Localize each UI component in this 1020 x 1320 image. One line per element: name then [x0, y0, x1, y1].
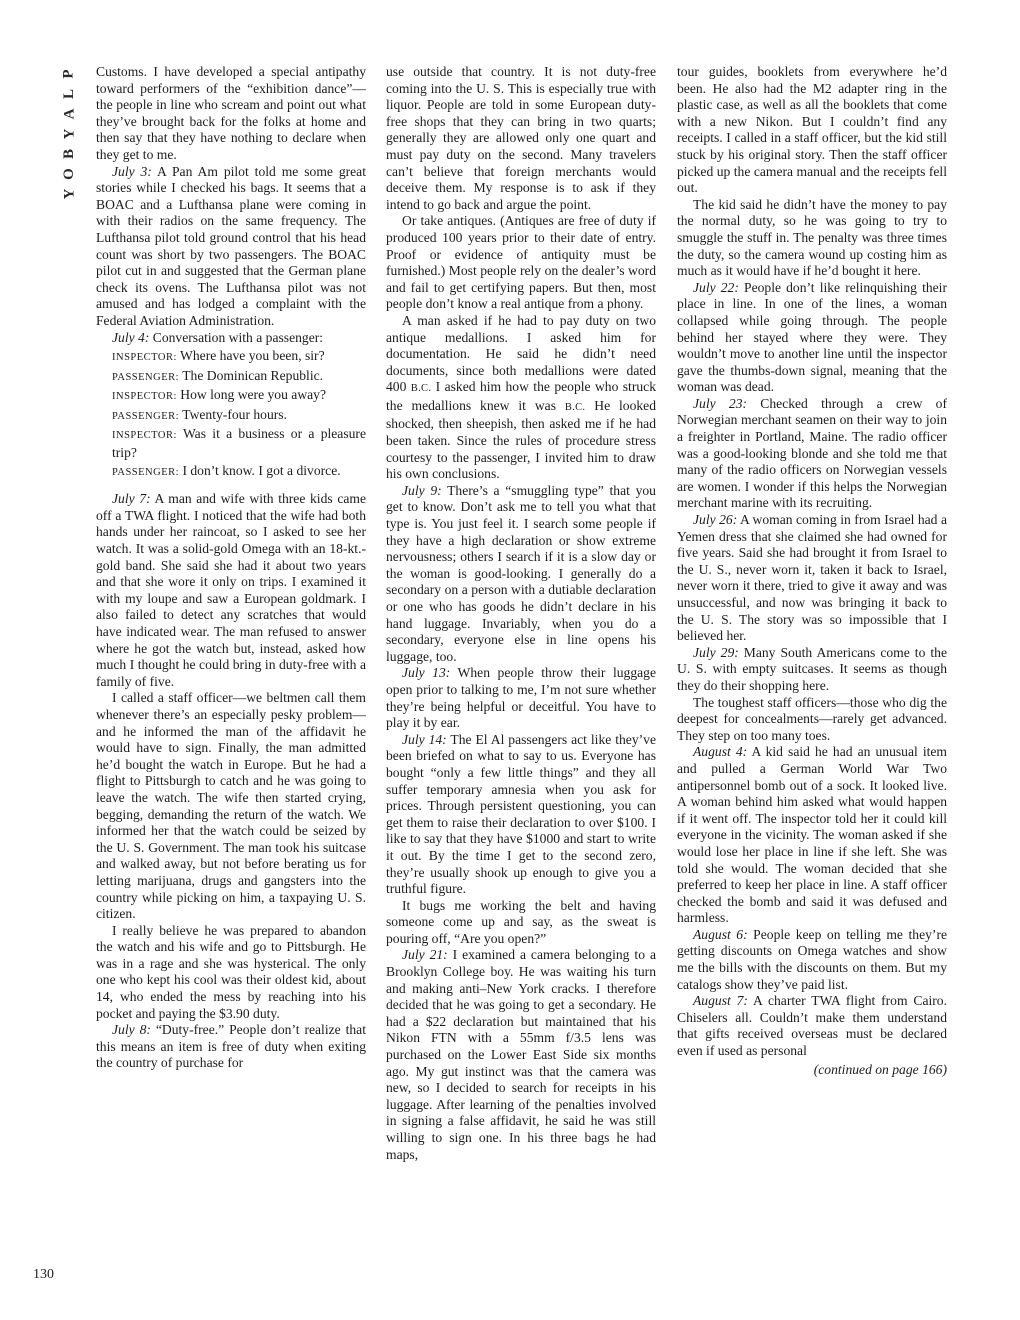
paragraph: [677, 927, 947, 993]
column-1: [96, 64, 366, 1072]
entry-date: July 9:: [402, 482, 442, 498]
dialogue-line: [96, 407, 366, 426]
dialogue: [96, 348, 366, 481]
entry-date: July 3:: [112, 163, 152, 179]
dialogue-line: [96, 463, 366, 482]
paragraph-text: A Pan Am pilot told me some great stories while I checked his bags. It seems that a BOAC and a Lufthansa plane were coming in with their radios on the same frequency. The Lufthansa pilot told ground control that his head count was short by two passengers. The BOAC pilot cut in and suggested that the German plane check its ovens. The Lufthansa pilot was not amused and has lodged a complaint with the Federal Aviation Administration.: [96, 163, 366, 328]
paragraph-text: Conversation with a passenger:: [149, 329, 324, 345]
entry-date: July 14:: [402, 731, 447, 747]
paragraph-text: A man asked if he had to pay duty on two antique medallions. I asked him for documentation. He said he didn’t need documents, since both medallions were dated 400: [386, 312, 656, 395]
entry-date: July 22:: [693, 279, 739, 295]
paragraph: The kid said he didn’t have the money to pay the normal duty, so he was going to try to smuggle the stuff in. The penalty was three times the duty, so the camera wound up costing him as much as it would have if he’d bought it here.: [677, 196, 947, 279]
speaker-label: INSPECTOR:: [112, 352, 177, 364]
paragraph: [677, 744, 947, 927]
column-2: [386, 64, 656, 1163]
page-number: 130: [33, 1267, 54, 1282]
entry-date: August 7:: [693, 993, 748, 1009]
paragraph: It bugs me working the belt and having someone come up and say, as the sweat is pouring off, “Are you open?”: [386, 897, 656, 946]
paragraph-text: Many South Americans come to the U. S. with empty suitcases. It seems as though they do their shopping here.: [677, 644, 947, 693]
paragraph-text: People keep on telling me they’re getting discounts on Omega watches and show me the bills with the discounts on them. But my catalogs show they’ve paid list.: [677, 926, 948, 992]
paragraph: I really believe he was prepared to abandon the watch and his wife and go to Pittsburgh. He was in a rage and she was hysterical. The only one who kept his cool was their oldest kid, about 14, who ended the mess by reaching into his pocket and paying the $3.90 duty.: [96, 922, 366, 1021]
paragraph: [96, 491, 366, 690]
dialogue-text: Where have you been, sir?: [176, 348, 325, 364]
paragraph: [386, 313, 656, 483]
masthead-letter: B: [60, 148, 77, 160]
paragraph: [386, 483, 656, 666]
entry-date: July 4:: [112, 329, 150, 345]
entry-date: July 26:: [693, 512, 738, 528]
paragraph-text: There’s a “smuggling type” that you get to know. Don’t ask me to tell you what that type is. You just feel it. I search some people if they have a high declaration or show extreme nervousness; others I search if it is a slow day or the woman is good-looking. I generally do a secondary on a person with a dutiable declaration or one who has goods he didn’t declare in his hand luggage. Invariably, when you do a secondary, everyone else in line opens his luggage, too.: [386, 482, 656, 664]
dialogue-text: Was it a business or a pleasure trip?: [112, 426, 366, 461]
paragraph-text: I examined a camera belonging to a Brooklyn College boy. He was waiting his turn and making anti–New York cracks. I therefore decided that he was going to get a secondary. He had a $22 declaration but maintained that his Nikon FTN with a 55mm f/3.5 lens was purchased on the Lower East Side six months ago. My gut instinct was that the camera was new, so I decided to search for receipts in his luggage. After learning of the penalties involved in signing a false affidavit, he said he was still willing to sign one. In his three bags he had maps,: [386, 947, 656, 1162]
paragraph: tour guides, booklets from everywhere he’d been. He also had the M2 adapter ring in the plastic case, as well as all the booklets that come with a new Nikon. But I couldn’t find any receipts. I called in a staff officer, but the kid still stuck by his original story. Then the staff officer picked up the camera manual and the receipts fell out.: [677, 64, 947, 196]
masthead-letter: A: [61, 108, 77, 120]
paragraph: [677, 280, 947, 396]
paragraph-text: A kid said he had an unusual item and pulled a German World War Two antipersonnel bomb out of a sock. It looked live. A woman behind him asked what would happen if it went off. The inspector told her it could kill everyone in the vicinity. The woman asked if she would lose her place in line if she left. She was told she would. The woman decided that she preferred to keep her place in line. A staff officer checked the bomb and said it was defused and harmless.: [677, 744, 947, 926]
dialogue-line: [96, 368, 366, 387]
paragraph: I called a staff officer—we beltmen call them whenever there’s an especially pesky problem—and he informed the man of the affidavit he would have to sign. Finally, the man admitted he’d bought the watch in Europe. But he had a flight to Pittsburgh to catch and he was going to leave the watch. The wife then started crying, begging, demanding the return of the watch. We informed her that the watch could be seized by the U. S. Government. The man took his suitcase and walked away, but not before berating us for letting marijuana, drugs and gangsters into the country while picking on him, a taxpaying U. S. citizen.: [96, 690, 366, 922]
paragraph-text: Checked through a crew of Norwegian merchant seamen on their way to join a freighter in Portland, Maine. The radio officer was a good-looking blonde and she told me that many of the radio officers on Norwegian vessels are women. I wonder if this helps the Norwegian merchant marine with its recruiting.: [677, 395, 947, 511]
dialogue-line: [96, 387, 366, 406]
paragraph: Customs. I have developed a special antipathy toward performers of the “exhibition dance”—the people in line who scream and point out what they’ve brought back for the folks at home and then say that they have nothing to declare when they get to me.: [96, 64, 366, 162]
dialogue-text: The Dominican Republic.: [179, 367, 324, 383]
paragraph-text: People don’t like relinquishing their place in line. In one of the lines, a woman collapsed while going through. The people behind her stayed where they were. They wouldn’t move to another line until the inspector gave the thumbs-down signal, meaning that the woman was dead.: [677, 279, 947, 395]
entry-date: July 21:: [402, 947, 448, 963]
speaker-label: INSPECTOR:: [112, 430, 177, 442]
paragraph-text: A woman coming in from Israel had a Yemen dress that she claimed she had owned for five years. Said she had brought it from Israel to the U. S., never worn it, taken it back to Israel, never worn it there, tried to give it away and was unsuccessful, and now was bringing it back to the U. S. The story was so impossible that I believed her.: [677, 512, 947, 644]
paragraph: [386, 947, 656, 1163]
entry-date: July 7:: [112, 491, 151, 507]
paragraph-text: A man and wife with three kids came off a TWA flight. I noticed that the wife had both hands under her raincoat, so I asked to see her watch. It was a solid-gold Omega with an 18-kt.-gold band. She said she had it about two years and that she wore it only on trips. I examined it with my loupe and saw a European goldmark. I also failed to detect any scratches that would have indicated wear. The man refused to answer where he got the watch but, instead, asked how much I thought he could bring in duty-free with a family of five.: [96, 491, 366, 689]
dialogue-line: [96, 348, 366, 367]
column-3: [677, 64, 947, 1078]
continued-note: (continued on page 166): [813, 1061, 947, 1077]
paragraph: [677, 993, 947, 1059]
spacer: [96, 483, 366, 491]
dialogue-text: How long were you away?: [176, 387, 327, 403]
paragraph-text: When people throw their luggage open prior to talking to me, I’m not sure whether they’re being helpful or deceitful. You have to play it by ear.: [386, 665, 656, 731]
masthead-letter: Y: [61, 188, 77, 200]
paragraph-text: A charter TWA flight from Cairo. Chiselers all. Couldn’t make them understand that gifts received overseas must be declared even if used as personal: [677, 993, 947, 1059]
paragraph: [386, 732, 656, 898]
speaker-label: PASSENGER:: [112, 371, 180, 383]
entry-date: August 4:: [693, 744, 748, 760]
paragraph: [677, 396, 947, 512]
masthead-letter: Y: [61, 128, 77, 140]
entry-date: August 6:: [693, 926, 748, 942]
entry-date: July 8:: [112, 1022, 151, 1038]
paragraph: [386, 665, 656, 731]
era-abbrev: B.C.: [410, 383, 432, 395]
era-abbrev: B.C.: [564, 401, 586, 413]
speaker-label: PASSENGER:: [112, 466, 180, 478]
paragraph: Or take antiques. (Antiques are free of duty if produced 100 years prior to their date of entry. Proof or evidence of antiquity must be furnished.) Most people rely on the dealer’s word and fail to get certifying papers. But then, most people don’t know a real antique from a phony.: [386, 213, 656, 312]
dialogue-text: Twenty-four hours.: [179, 406, 287, 422]
paragraph-text: He looked shocked, then sheepish, then asked me if he had been taken. Since the rules of procedure stress courtesy to the passenger, I invited him to draw his own conclusions.: [386, 397, 657, 482]
masthead-letter: O: [60, 168, 77, 180]
paragraph-text: The El Al passengers act like they’ve been briefed on what to say to us. Everyone has bought “only a few little things” and they all suffer temporary amnesia when you ask for prices. Through persistent questioning, you can get them to raise their declaration to over $100. I like to say that they have $1000 and start to write it out. By the time I get to the second zero, they’re usually shook up enough to give you a truthful figure.: [386, 731, 656, 897]
masthead-letter: P: [60, 69, 77, 79]
paragraph: [677, 645, 947, 695]
paragraph: [677, 512, 947, 645]
speaker-label: INSPECTOR:: [112, 391, 177, 403]
entry-date: July 29:: [693, 644, 739, 660]
speaker-label: PASSENGER:: [112, 410, 180, 422]
dialogue-line: [96, 426, 366, 461]
entry-date: July 13:: [402, 665, 451, 681]
entry-date: July 23:: [693, 395, 748, 411]
paragraph: [96, 164, 366, 330]
paragraph: [96, 1022, 366, 1072]
paragraph-text: I asked him how the people who struck the medallions knew it was: [386, 379, 656, 413]
masthead-letter: L: [60, 88, 77, 100]
paragraph-text: “Duty-free.” People don’t realize that this means an item is free of duty when exiting the country of purchase for: [96, 1022, 366, 1071]
playboy-masthead: [52, 64, 86, 204]
dialogue-text: I don’t know. I got a divorce.: [179, 462, 341, 478]
paragraph: The toughest staff officers—those who dig the deepest for concealments—rarely get advanced. They step on too many toes.: [677, 694, 947, 743]
paragraph: [96, 330, 366, 347]
paragraph: use outside that country. It is not duty-free coming into the U. S. This is especially true with liquor. People are told in some European duty-free shops that they can bring in two quarts; generally they are allowed only one quart and must pay duty on the second. Many travelers can’t believe that foreign merchants would deceive them. My response is to ask if they intend to go back and argue the point.: [386, 64, 656, 212]
